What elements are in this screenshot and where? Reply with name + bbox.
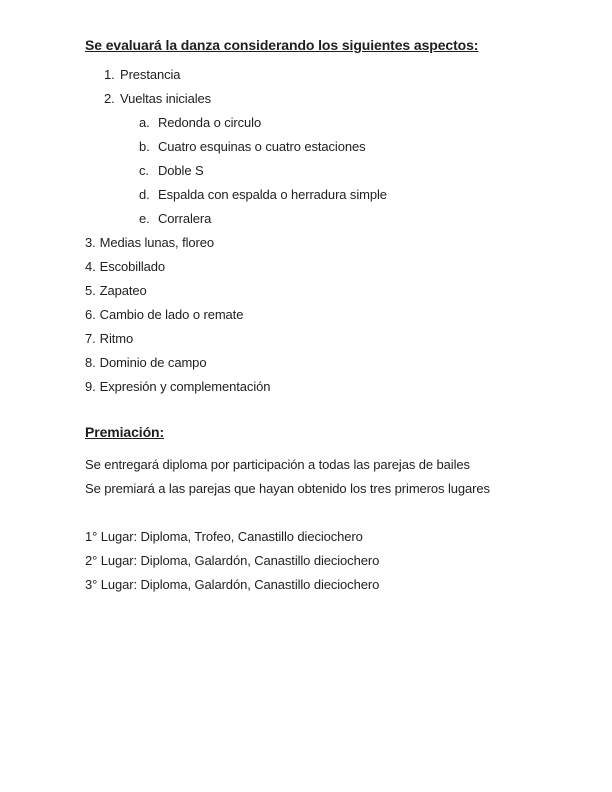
list-item-marker: 6.: [85, 307, 96, 322]
list-item-marker: 1.: [104, 67, 115, 82]
evaluation-list: [85, 63, 562, 399]
list-item: [85, 327, 562, 351]
premiacion-heading: Premiación:: [85, 424, 165, 440]
list-item-text: Redonda o circulo: [158, 115, 262, 130]
list-item-text: Medias lunas, floreo: [99, 235, 214, 250]
list-item-text: Dominio de campo: [99, 355, 207, 370]
prize-line: 2° Lugar: Diploma, Galardón, Canastillo dieciochero: [85, 553, 380, 568]
prize-line: 3° Lugar: Diploma, Galardón, Canastillo dieciochero: [85, 577, 380, 592]
sub-list-item: [85, 183, 562, 207]
list-item-marker: 8.: [85, 355, 96, 370]
list-item: [85, 63, 562, 87]
list-item-text: Prestancia: [120, 67, 181, 82]
list-item: [85, 231, 562, 255]
sub-list-item: [85, 111, 562, 135]
sub-list-item: [85, 159, 562, 183]
list-item-text: Espalda con espalda o herradura simple: [158, 187, 387, 202]
list-item: [85, 279, 562, 303]
list-item-text: Expresión y complementación: [99, 379, 271, 394]
list-item-text: Cuatro esquinas o cuatro estaciones: [158, 139, 366, 154]
list-item-marker: 5.: [85, 283, 96, 298]
list-item-marker: e.: [139, 211, 150, 226]
sub-list-item: [85, 207, 562, 231]
premiacion-paragraphs: [85, 453, 562, 501]
list-item-marker: a.: [139, 115, 150, 130]
list-item-marker: 9.: [85, 379, 96, 394]
list-item-marker: 3.: [85, 235, 96, 250]
list-item: [85, 375, 562, 399]
list-item-text: Cambio de lado o remate: [99, 307, 244, 322]
list-item-marker: d.: [139, 187, 150, 202]
list-item-text: Corralera: [158, 211, 212, 226]
list-item-marker: 4.: [85, 259, 96, 274]
prize-list: [85, 525, 562, 597]
paragraph: Se entregará diploma por participación a todas las parejas de bailes: [85, 457, 470, 472]
list-item: [85, 87, 562, 111]
list-item-text: Vueltas iniciales: [120, 91, 212, 106]
list-item-marker: 7.: [85, 331, 96, 346]
list-item: [85, 303, 562, 327]
paragraph: Se premiará a las parejas que hayan obtenido los tres primeros lugares: [85, 481, 490, 496]
list-item-text: Ritmo: [99, 331, 134, 346]
list-item-text: Escobillado: [99, 259, 166, 274]
list-item-text: Doble S: [158, 163, 204, 178]
prize-line: 1° Lugar: Diploma, Trofeo, Canastillo dieciochero: [85, 529, 363, 544]
list-item-text: Zapateo: [99, 283, 147, 298]
list-item-marker: 2.: [104, 91, 115, 106]
list-item-marker: b.: [139, 139, 150, 154]
evaluation-title: Se evaluará la danza considerando los siguientes aspectos:: [85, 37, 479, 53]
list-item: [85, 255, 562, 279]
list-item-marker: c.: [139, 163, 149, 178]
list-item: [85, 351, 562, 375]
sub-list-item: [85, 135, 562, 159]
